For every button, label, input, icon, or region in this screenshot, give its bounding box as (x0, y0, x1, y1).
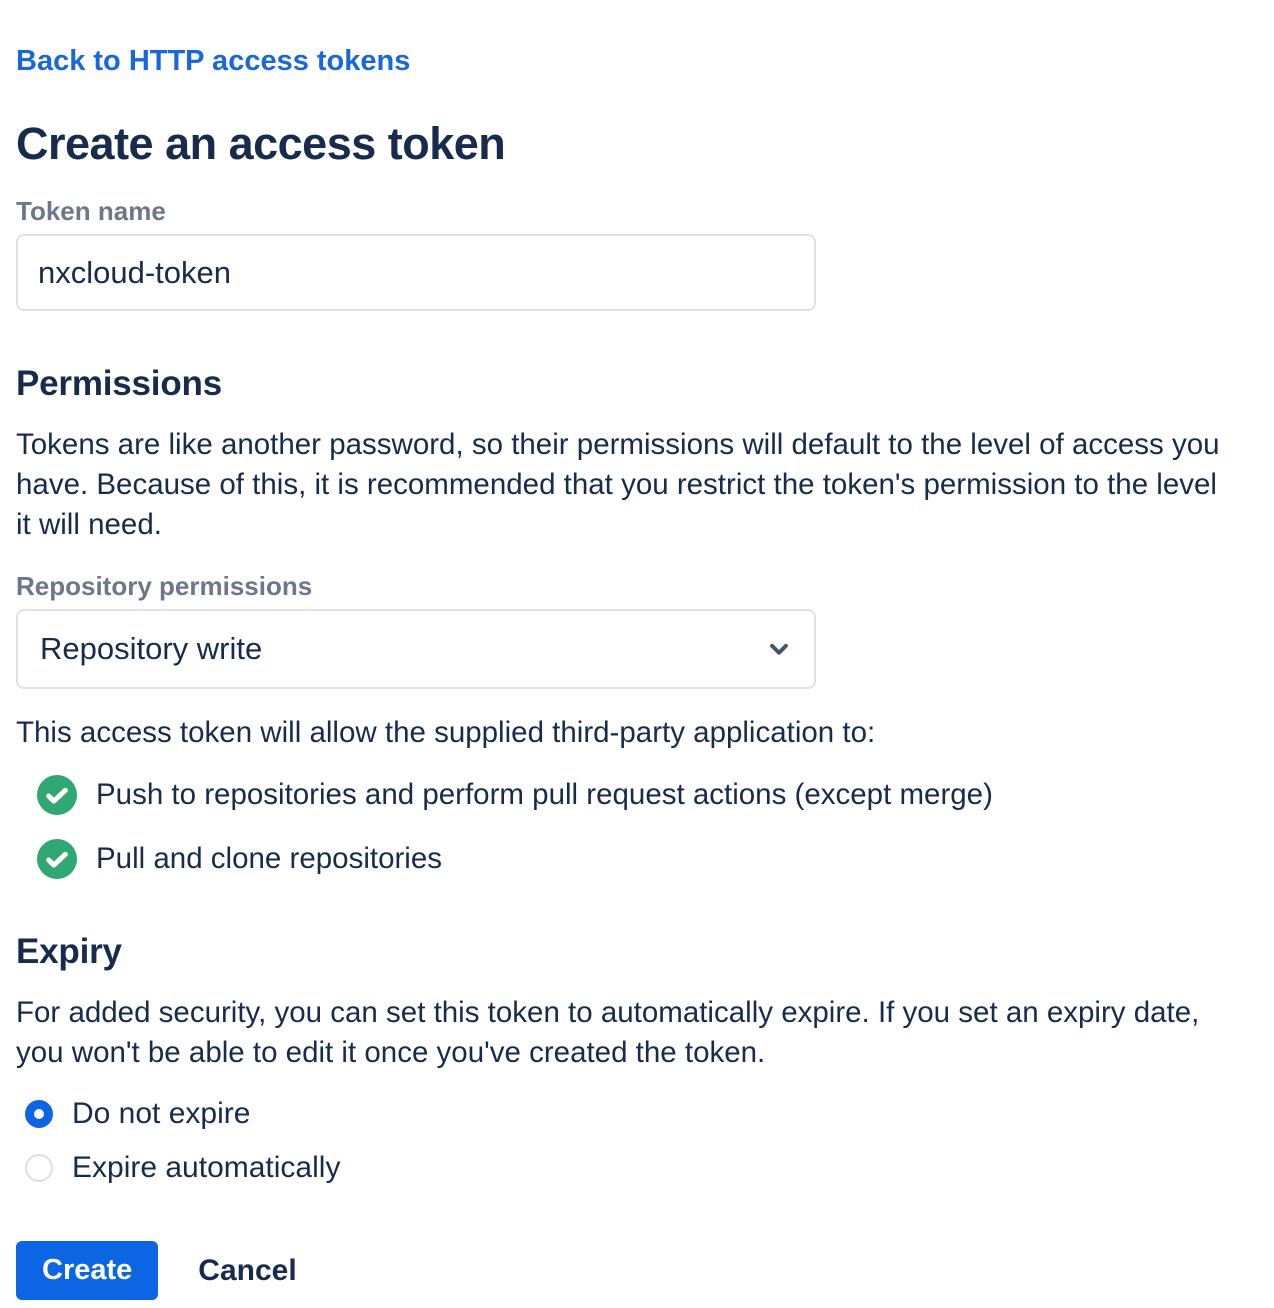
token-name-label: Token name (16, 196, 166, 226)
permissions-description: Tokens are like another password, so their permissions will default to the level of access you have. Because of this, it is recommended that you restrict the token's permission to the level it will need. (16, 428, 1220, 541)
chevron-down-icon (764, 634, 794, 664)
back-to-http-access-tokens-link[interactable]: Back to HTTP access tokens (16, 45, 411, 77)
repository-permissions-selected-value: Repository write (40, 631, 263, 666)
permissions-heading: Permissions (16, 364, 222, 403)
capability-label: Push to repositories and perform pull request actions (except merge) (96, 778, 993, 811)
expiry-option-do-not-expire[interactable] (25, 1097, 1258, 1131)
create-button[interactable]: Create (16, 1241, 158, 1300)
capability-label: Pull and clone repositories (96, 842, 443, 875)
page-title: Create an access token (16, 118, 506, 169)
check-circle-icon (37, 775, 77, 815)
radio-label: Expire automatically (72, 1151, 341, 1184)
check-circle-icon (37, 839, 77, 879)
capability-item-pull (37, 839, 1258, 879)
repository-permissions-label: Repository permissions (16, 571, 313, 601)
radio-button-expire-automatically[interactable] (25, 1154, 53, 1182)
allow-intro-text: This access token will allow the supplied third-party application to: (16, 716, 876, 749)
expiry-heading: Expiry (16, 932, 122, 971)
radio-button-do-not-expire[interactable] (25, 1100, 53, 1128)
repository-permissions-select[interactable] (16, 609, 816, 689)
capability-item-push (37, 775, 1258, 815)
expiry-option-expire-automatically[interactable] (25, 1151, 1258, 1185)
form-actions (16, 1241, 1258, 1300)
cancel-button[interactable]: Cancel (198, 1253, 297, 1287)
token-name-input[interactable] (16, 234, 816, 311)
radio-label: Do not expire (72, 1097, 251, 1130)
expiry-description: For added security, you can set this token to automatically expire. If you set an expiry date, you won't be able to edit it once you've created the token. (16, 996, 1200, 1069)
